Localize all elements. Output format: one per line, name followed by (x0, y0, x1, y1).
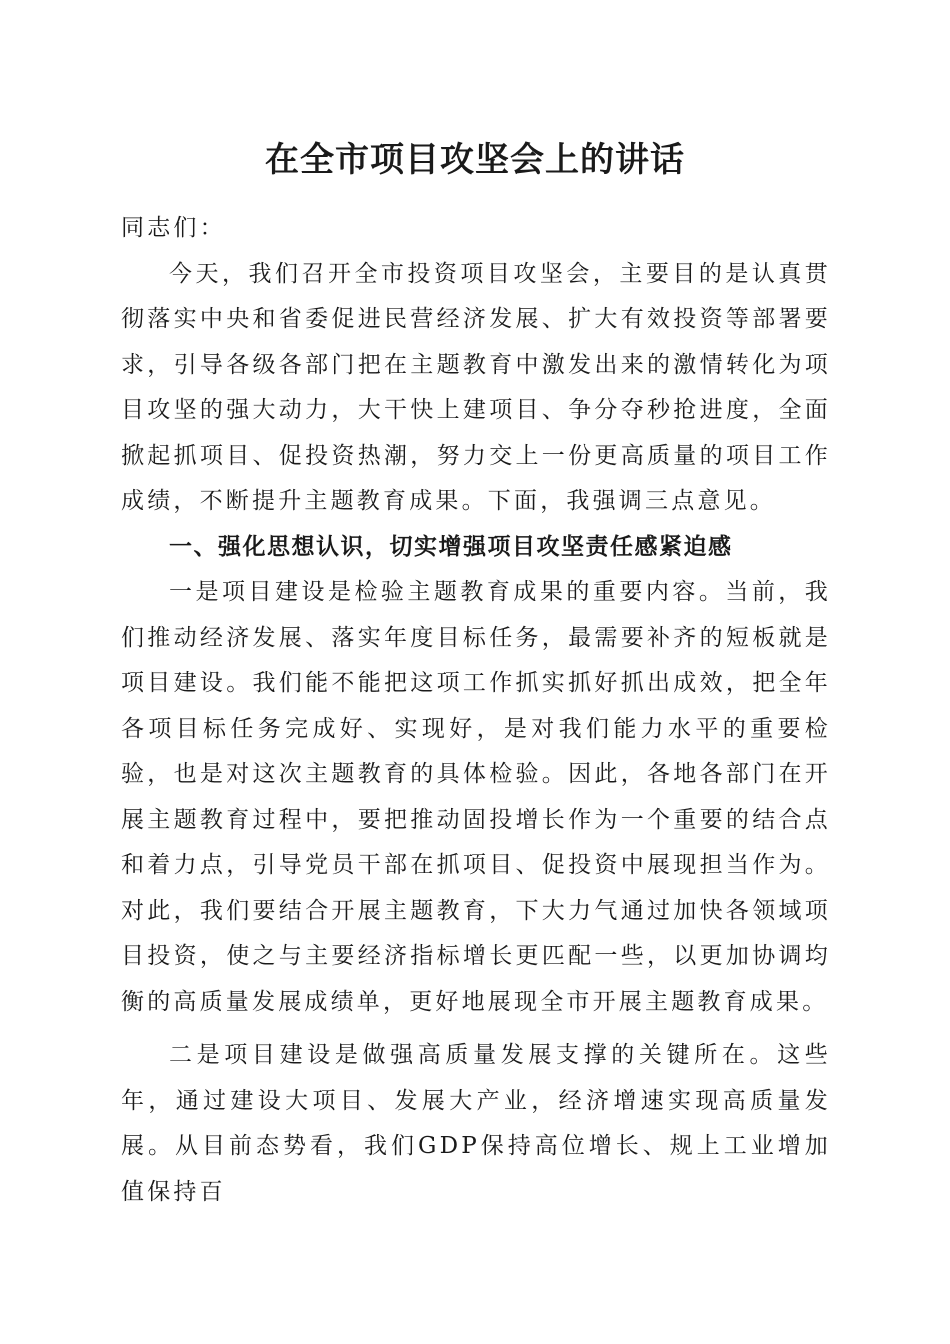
intro-paragraph: 今天，我们召开全市投资项目攻坚会，主要目的是认真贯彻落实中央和省委促进民营经济发展、扩大有效投资等部署要求，引导各级各部门把在主题教育中激发出来的激情转化为项目攻坚的强大动力，大干快上建项目、争分夺秒抢进度，全面掀起抓项目、促投资热潮，努力交上一份更高质量的项目工作成绩，不断提升主题教育成果。下面，我强调三点意见。 (121, 260, 831, 514)
document-title: 在全市项目攻坚会上的讲话 (265, 140, 685, 180)
document-body (121, 206, 831, 1215)
section-heading: 一、强化思想认识，切实增强项目攻坚责任感紧迫感 (169, 533, 733, 560)
point-two-paragraph: 二是项目建设是做强高质量发展支撑的关键所在。这些年，通过建设大项目、发展大产业，经济增速实现高质量发展。从目前态势看，我们GDP保持高位增长、规上工业增加值保持百 (121, 1042, 831, 1205)
point-one-paragraph: 一是项目建设是检验主题教育成果的重要内容。当前，我们推动经济发展、落实年度目标任务，最需要补齐的短板就是项目建设。我们能不能把这项工作抓实抓好抓出成效，把全年各项目标任务完成好、实现好，是对我们能力水平的重要检验，也是对这次主题教育的具体检验。因此，各地各部门在开展主题教育过程中，要把推动固投增长作为一个重要的结合点和着力点，引导党员干部在抓项目、促投资中展现担当作为。对此，我们要结合开展主题教育，下大力气通过加快各领域项目投资，使之与主要经济指标增长更匹配一些，以更加协调均衡的高质量发展成绩单，更好地展现全市开展主题教育成果。 (121, 579, 831, 1015)
salutation: 同志们： (121, 215, 226, 241)
